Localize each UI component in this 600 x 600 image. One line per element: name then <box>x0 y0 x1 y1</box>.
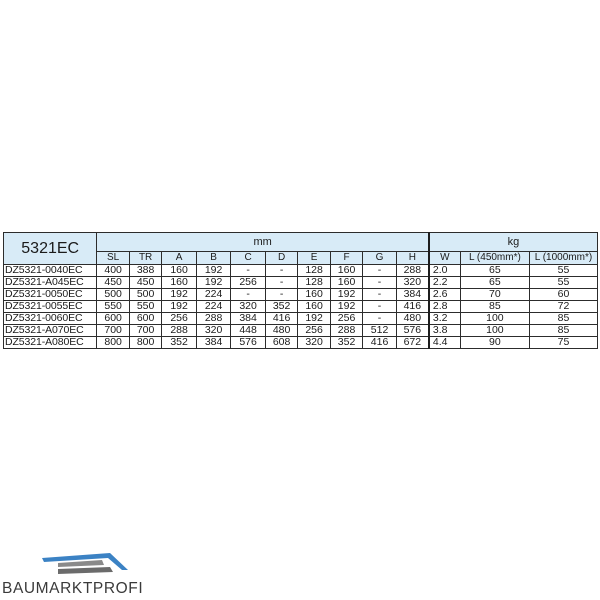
table-cell: 192 <box>162 301 197 313</box>
col-header-e: E <box>298 252 330 265</box>
table-row <box>4 337 598 349</box>
article-code-cell: DZ5321-0040EC <box>4 265 97 277</box>
col-header-d: D <box>265 252 297 265</box>
table-cell: 352 <box>162 337 197 349</box>
table-cell: 320 <box>231 301 266 313</box>
table-cell: 4.4 <box>429 337 460 349</box>
table-cell: 320 <box>298 337 330 349</box>
table-cell: 60 <box>529 289 597 301</box>
unit-header-row <box>4 233 598 252</box>
table-cell: 128 <box>298 265 330 277</box>
col-header-kg-2: L (1000mm*) <box>529 252 597 265</box>
table-cell: - <box>363 301 396 313</box>
table-cell: 160 <box>298 301 330 313</box>
table-cell: 192 <box>330 301 362 313</box>
table-cell: 256 <box>162 313 197 325</box>
article-code-cell: DZ5321-A080EC <box>4 337 97 349</box>
table-cell: 192 <box>330 289 362 301</box>
table-row <box>4 301 598 313</box>
table-cell: 192 <box>162 289 197 301</box>
table-cell: 400 <box>97 265 129 277</box>
col-header-tr: TR <box>129 252 161 265</box>
table-cell: 480 <box>265 325 297 337</box>
brand-logo <box>2 548 172 598</box>
spec-table-body <box>4 265 598 349</box>
table-cell: 160 <box>330 265 362 277</box>
table-cell: 450 <box>97 277 129 289</box>
table-cell: 500 <box>129 289 161 301</box>
col-header-kg-1: L (450mm*) <box>460 252 529 265</box>
table-cell: - <box>231 265 266 277</box>
table-cell: 2.2 <box>429 277 460 289</box>
table-cell: 800 <box>97 337 129 349</box>
article-code-cell: DZ5321-0060EC <box>4 313 97 325</box>
table-cell: 192 <box>298 313 330 325</box>
table-cell: 2.8 <box>429 301 460 313</box>
table-cell: - <box>265 277 297 289</box>
article-code-cell: DZ5321-0055EC <box>4 301 97 313</box>
table-cell: 288 <box>396 265 429 277</box>
table-cell: 450 <box>129 277 161 289</box>
table-cell: 55 <box>529 265 597 277</box>
kg-unit-header: kg <box>429 233 598 252</box>
table-cell: - <box>265 289 297 301</box>
table-cell: - <box>363 289 396 301</box>
table-cell: 384 <box>231 313 266 325</box>
table-cell: 75 <box>529 337 597 349</box>
table-cell: 512 <box>363 325 396 337</box>
table-cell: 700 <box>129 325 161 337</box>
table-cell: 600 <box>129 313 161 325</box>
col-header-kg-0: W <box>429 252 460 265</box>
table-cell: 384 <box>196 337 231 349</box>
table-cell: 224 <box>196 301 231 313</box>
table-cell: 2.0 <box>429 265 460 277</box>
table-cell: 256 <box>231 277 266 289</box>
table-cell: 416 <box>265 313 297 325</box>
col-header-c: C <box>231 252 266 265</box>
table-cell: 700 <box>97 325 129 337</box>
col-header-sl: SL <box>97 252 129 265</box>
table-cell: 224 <box>196 289 231 301</box>
col-header-a: A <box>162 252 197 265</box>
table-cell: 448 <box>231 325 266 337</box>
table-cell: 256 <box>330 313 362 325</box>
table-cell: 192 <box>196 265 231 277</box>
col-header-g: G <box>363 252 396 265</box>
table-cell: 3.2 <box>429 313 460 325</box>
article-code-cell: DZ5321-A045EC <box>4 277 97 289</box>
table-cell: 800 <box>129 337 161 349</box>
table-cell: 288 <box>162 325 197 337</box>
mm-unit-header: mm <box>97 233 429 252</box>
table-cell: - <box>231 289 266 301</box>
brand-name: BAUMARKTPROFI <box>2 580 144 597</box>
table-cell: 576 <box>231 337 266 349</box>
col-header-f: F <box>330 252 362 265</box>
table-cell: 480 <box>396 313 429 325</box>
table-cell: 288 <box>330 325 362 337</box>
table-cell: 85 <box>529 313 597 325</box>
article-code-cell: DZ5321-0050EC <box>4 289 97 301</box>
table-cell: 550 <box>129 301 161 313</box>
table-cell: 85 <box>529 325 597 337</box>
table-cell: 128 <box>298 277 330 289</box>
table-cell: 388 <box>129 265 161 277</box>
table-cell: 85 <box>460 301 529 313</box>
table-cell: 550 <box>97 301 129 313</box>
table-cell: 55 <box>529 277 597 289</box>
article-code-cell: DZ5321-A070EC <box>4 325 97 337</box>
table-cell: 416 <box>363 337 396 349</box>
table-row <box>4 277 598 289</box>
table-cell: - <box>363 277 396 289</box>
table-cell: 160 <box>162 265 197 277</box>
table-cell: 500 <box>97 289 129 301</box>
table-cell: 352 <box>265 301 297 313</box>
table-cell: 70 <box>460 289 529 301</box>
col-header-h: H <box>396 252 429 265</box>
table-cell: 3.8 <box>429 325 460 337</box>
roof-logo-icon <box>40 548 130 578</box>
table-cell: 100 <box>460 325 529 337</box>
table-cell: - <box>363 313 396 325</box>
table-cell: 600 <box>97 313 129 325</box>
spec-table <box>3 232 598 349</box>
table-cell: - <box>363 265 396 277</box>
table-cell: 320 <box>196 325 231 337</box>
col-header-b: B <box>196 252 231 265</box>
table-row <box>4 313 598 325</box>
table-cell: 416 <box>396 301 429 313</box>
table-cell: 65 <box>460 277 529 289</box>
table-cell: 352 <box>330 337 362 349</box>
table-cell: 192 <box>196 277 231 289</box>
table-cell: 160 <box>162 277 197 289</box>
table-row <box>4 325 598 337</box>
table-cell: 608 <box>265 337 297 349</box>
table-cell: 160 <box>330 277 362 289</box>
table-cell: 576 <box>396 325 429 337</box>
table-cell: 100 <box>460 313 529 325</box>
table-cell: 160 <box>298 289 330 301</box>
table-row <box>4 265 598 277</box>
table-cell: - <box>265 265 297 277</box>
table-row <box>4 289 598 301</box>
table-cell: 65 <box>460 265 529 277</box>
table-cell: 90 <box>460 337 529 349</box>
table-cell: 384 <box>396 289 429 301</box>
table-cell: 320 <box>396 277 429 289</box>
table-cell: 288 <box>196 313 231 325</box>
table-cell: 2.6 <box>429 289 460 301</box>
table-cell: 72 <box>529 301 597 313</box>
table-cell: 672 <box>396 337 429 349</box>
product-series-title: 5321EC <box>4 233 97 265</box>
table-cell: 256 <box>298 325 330 337</box>
